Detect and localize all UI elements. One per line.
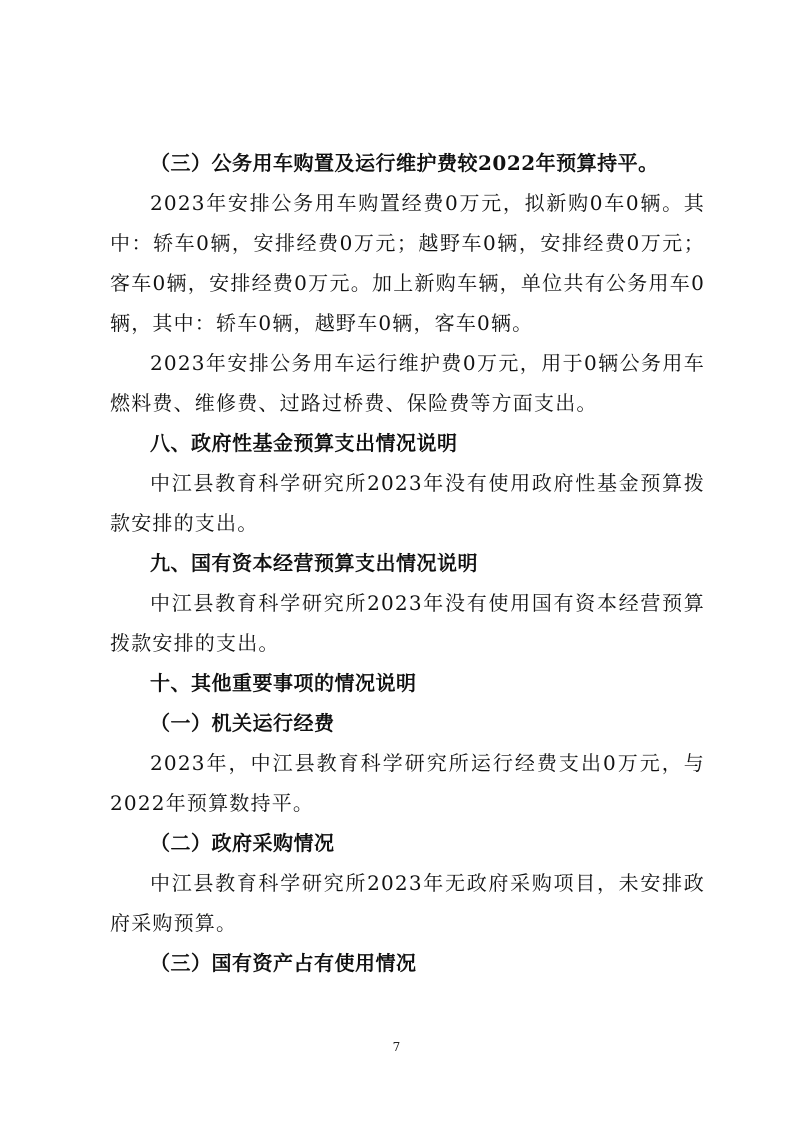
state-capital-paragraph: 中江县教育科学研究所2023年没有使用国有资本经营预算拨款安排的支出。 bbox=[110, 591, 705, 655]
state-assets-heading: （三）国有资产占有使用情况 bbox=[150, 951, 417, 975]
vehicle-heading: （三）公务用车购置及运行维护费较2022年预算持平。 bbox=[150, 151, 659, 175]
government-fund-heading: 八、政府性基金预算支出情况说明 bbox=[150, 431, 458, 455]
vehicle-purchase-paragraph: 2023年安排公务用车购置经费0万元，拟新购0车0辆。其中：轿车0辆，安排经费0万元；越野车0辆，安排经费0万元；客车0辆，安排经费0万元。加上新购车辆，单位共有公务用车0辆，其中：轿车0辆，越野车0辆，客车0辆。 bbox=[110, 191, 705, 335]
state-capital-heading: 九、国有资本经营预算支出情况说明 bbox=[150, 551, 478, 575]
other-matters-heading: 十、其他重要事项的情况说明 bbox=[150, 671, 417, 695]
procurement-paragraph: 中江县教育科学研究所2023年无政府采购项目，未安排政府采购预算。 bbox=[110, 871, 705, 935]
vehicle-maintenance-paragraph: 2023年安排公务用车运行维护费0万元，用于0辆公务用车燃料费、维修费、过路过桥费、保险费等方面支出。 bbox=[110, 351, 705, 415]
page-number: 7 bbox=[392, 1040, 401, 1054]
page-content bbox=[110, 143, 705, 983]
procurement-heading: （二）政府采购情况 bbox=[150, 831, 335, 855]
government-fund-paragraph: 中江县教育科学研究所2023年没有使用政府性基金预算拨款安排的支出。 bbox=[110, 471, 705, 535]
operating-expense-heading: （一）机关运行经费 bbox=[150, 711, 335, 735]
operating-expense-paragraph: 2023年，中江县教育科学研究所运行经费支出0万元，与2022年预算数持平。 bbox=[110, 751, 705, 815]
